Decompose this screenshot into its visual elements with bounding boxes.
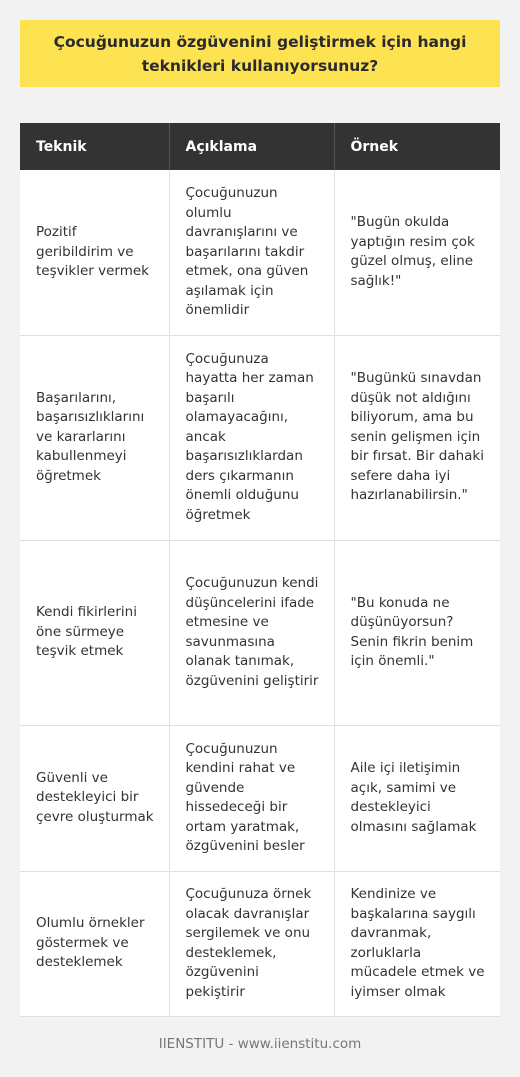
header-teknik: Teknik xyxy=(20,123,169,170)
cell-technique: Başarılarını, başarısızlıklarını ve kararlarını kabullenmeyi öğretmek xyxy=(20,335,169,540)
cell-example: Aile içi iletişimin açık, samimi ve destekleyici olmasını sağlamak xyxy=(334,725,500,871)
header-aciklama: Açıklama xyxy=(169,123,334,170)
page-title: Çocuğunuzun özgüvenini geliştirmek için hangi teknikleri kullanıyorsunuz? xyxy=(20,20,500,87)
header-ornek: Örnek xyxy=(334,123,500,170)
cell-example: "Bugünkü sınavdan düşük not aldığını biliyorum, ama bu senin gelişmen için bir fırsat. Bir dahaki sefere daha iyi hazırlanabilirsin." xyxy=(334,335,500,540)
table-row xyxy=(20,725,500,871)
cell-example: "Bu konuda ne düşünüyorsun? Senin fikrin benim için önemli." xyxy=(334,540,500,725)
cell-technique: Pozitif geribildirim ve teşvikler vermek xyxy=(20,170,169,335)
table-row xyxy=(20,540,500,725)
cell-description: Çocuğunuzun kendi düşüncelerini ifade etmesine ve savunmasına olanak tanımak, özgüvenini geliştirir xyxy=(169,540,334,725)
cell-example: "Bugün okulda yaptığın resim çok güzel olmuş, eline sağlık!" xyxy=(334,170,500,335)
footer-credit: IIENSTITU - www.iienstitu.com xyxy=(158,1036,362,1052)
table-row xyxy=(20,871,500,1016)
table-header-row xyxy=(20,123,500,170)
cell-technique: Güvenli ve destekleyici bir çevre oluşturmak xyxy=(20,725,169,871)
cell-technique: Kendi fikirlerini öne sürmeye teşvik etmek xyxy=(20,540,169,725)
cell-technique: Olumlu örnekler göstermek ve desteklemek xyxy=(20,871,169,1016)
cell-example: Kendinize ve başkalarına saygılı davranmak, zorluklarla mücadele etmek ve iyimser olmak xyxy=(334,871,500,1016)
cell-description: Çocuğunuzun olumlu davranışlarını ve başarılarını takdir etmek, ona güven aşılamak için önemlidir xyxy=(169,170,334,335)
table-row xyxy=(20,335,500,540)
techniques-table xyxy=(20,123,500,1017)
cell-description: Çocuğunuzun kendini rahat ve güvende hissedeceği bir ortam yaratmak, özgüvenini besler xyxy=(169,725,334,871)
cell-description: Çocuğunuza örnek olacak davranışlar sergilemek ve onu desteklemek, özgüvenini pekiştirir xyxy=(169,871,334,1016)
cell-description: Çocuğunuza hayatta her zaman başarılı olamayacağını, ancak başarısızlıklardan ders çıkarmanın önemli olduğunu öğretmek xyxy=(169,335,334,540)
table-row xyxy=(20,170,500,335)
